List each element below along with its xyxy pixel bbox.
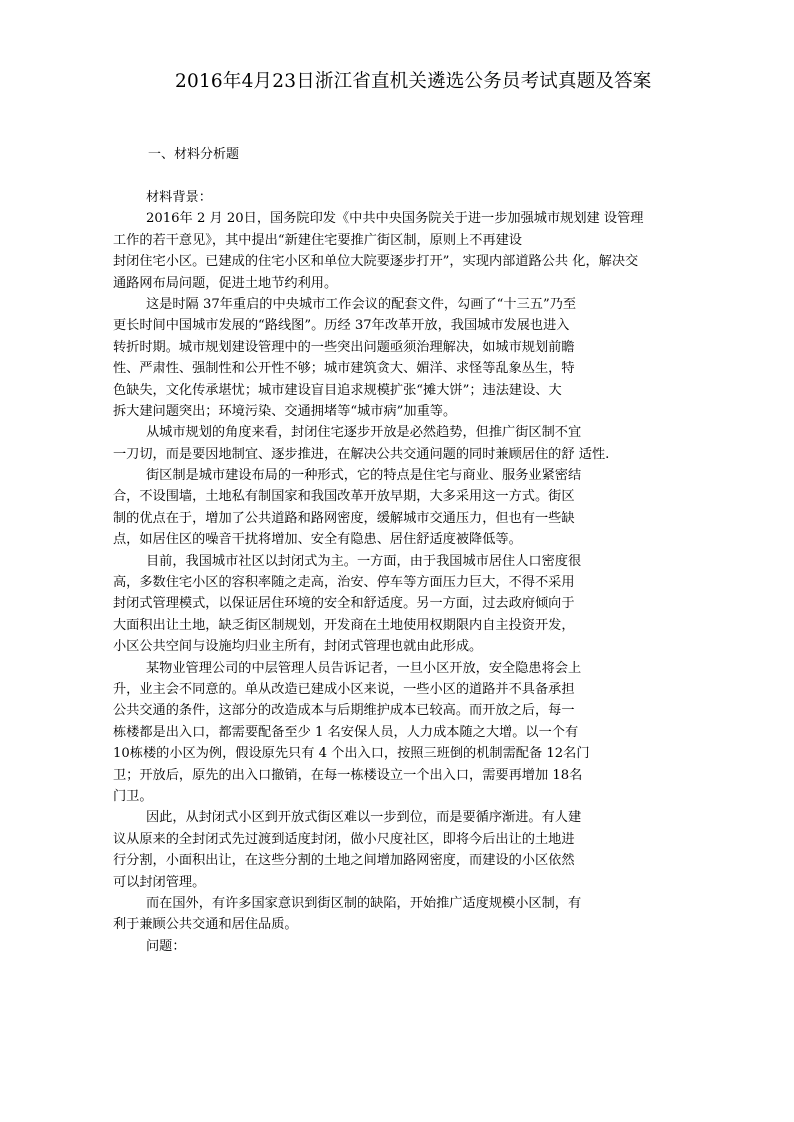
text-line: 升，业主会不同意的。单从改造已建成小区来说，一些小区的道路并不具备承担 [113,681,575,697]
body-text [0,187,794,957]
text-line: 拆大建问题突出；环境污染、交通拥堵等“城市病”加重等。 [113,403,457,419]
text-line: 这是时隔 37年重启的中央城市工作会议的配套文件，勾画了“十三五”乃至 [146,296,577,312]
text-line: 封闭住宅小区。已建成的住宅小区和单位大院要逐步打开”，实现内部道路公共 化，解决交 [113,254,639,270]
text-line: 色缺失，文化传承堪忧；城市建设盲目追求规模扩张“摊大饼”；违法建设、大 [113,382,562,398]
text-line: 10栋楼的小区为例，假设原先只有 4 个出入口，按照三班倒的机制需配备 12名门 [113,746,590,762]
text-line: 行分割，小面积出让，在这些分割的土地之间增加路网密度，而建设的小区依然 [113,853,575,869]
text-line: 议从原来的全封闭式先过渡到适度封闭，做小尺度社区，即将今后出让的土地进 [113,831,575,847]
text-line: 栋楼都是出入口，都需要配备至少 1 名安保人员，人力成本随之大增。以一个有 [113,724,579,740]
section-heading: 一、材料分析题 [148,147,240,162]
text-line: 合，不设围墙，土地私有制国家和我国改革开放早期，大多采用这一方式。街区 [113,489,575,505]
text-line: 利于兼顾公共交通和居住品质。 [113,917,298,933]
text-line: 而在国外，有许多国家意识到街区制的缺陷，开始推广适度规模小区制，有 [146,895,582,911]
text-line: 大面积出让土地，缺乏街区制规划，开发商在土地使用权期限内自主投资开发， [113,617,575,633]
text-line: 点，如居住区的噪音干扰将增加、安全有隐患、居住舒适度被降低等。 [113,532,522,548]
text-line: 目前，我国城市社区以封闭式为主。一方面，由于我国城市居住人口密度很 [146,553,582,569]
text-line: 性、严肃性、强制性和公开性不够；城市建筑贪大、媚洋、求怪等乱象丛生，特 [113,361,575,377]
text-line: 因此，从封闭式小区到开放式街区难以一步到位，而是要循序渐进。有人建 [146,810,582,826]
text-line: 卫；开放后，原先的出入口撤销，在每一栋楼设立一个出入口，需要再增加 18名 [113,767,583,783]
text-line: 封闭式管理模式，以保证居住环境的安全和舒适度。另一方面，过去政府倾向于 [113,596,575,612]
text-line: 转折时期。城市规划建设管理中的一些突出问题亟须治理解决，如城市规划前瞻 [113,339,575,355]
text-line: 从城市规划的角度来看，封闭住宅逐步开放是必然趋势，但推广街区制不宜 [146,425,582,441]
text-line: 街区制是城市建设布局的一种形式，它的特点是住宅与商业、服务业紧密结 [146,468,582,484]
text-line: 小区公共空间与设施均归业主所有，封闭式管理也就由此形成。 [113,639,483,655]
document-title: 2016年4月23日浙江省直机关遴选公务员考试真题及答案 [175,71,652,92]
text-line: 问题： [146,938,186,954]
text-line: 通路网布局问题，促进土地节约利用。 [113,275,338,291]
text-line: 门卫。 [113,788,153,804]
text-line: 公共交通的条件，这部分的改造成本与后期维护成本已较高。而开放之后，每一 [113,703,575,719]
text-line: 高，多数住宅小区的容积率随之走高，治安、停车等方面压力巨大，不得不采用 [113,575,575,591]
text-line: 材料背景： [146,190,212,205]
text-line: 制的优点在于，增加了公共道路和路网密度，缓解城市交通压力，但也有一些缺 [113,510,575,526]
text-line: 可以封闭管理。 [113,874,206,890]
text-line: 某物业管理公司的中层管理人员告诉记者，一旦小区开放，安全隐患将会上 [146,660,582,676]
text-line: 2016年 2 月 20日，国务院印发《中共中央国务院关于进一步加强城市规划建 设管理 [146,211,644,227]
text-line: 工作的若干意见》，其中提出“新建住宅要推广街区制，原则上不再建设 [113,232,522,248]
text-line: 更长时间中国城市发展的“路线图”。历经 37年改革开放，我国城市发展也进入 [113,318,570,334]
text-line: 一刀切，而是要因地制宜、逐步推进，在解决公共交通问题的同时兼顾居住的舒 适性. [113,446,610,462]
